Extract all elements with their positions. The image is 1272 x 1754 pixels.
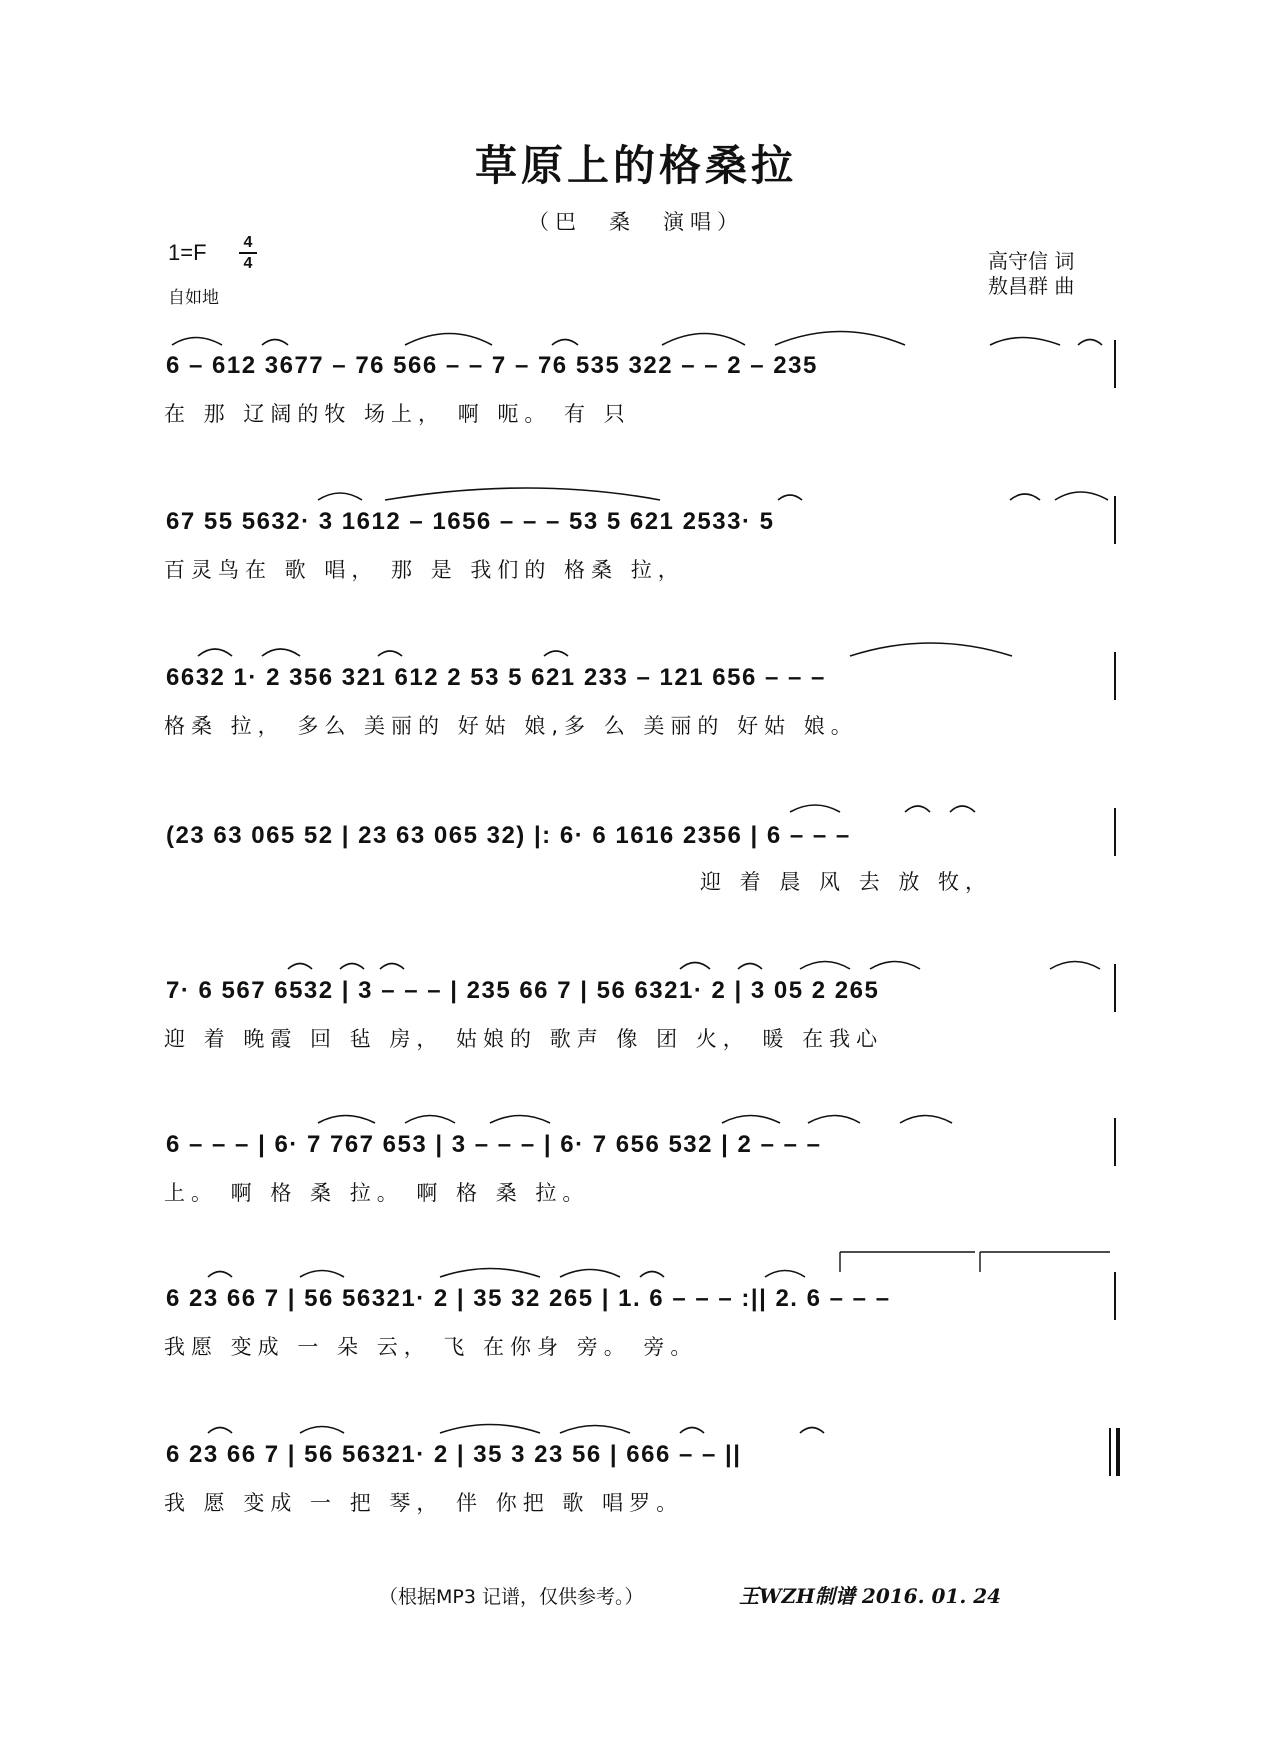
- notation-line-2: 67 55 5632· 3 1612 – 1656 – – – 53 5 621 2533· 5: [166, 508, 775, 535]
- transcriber-signature: 王WZH制谱 2016. 01. 24: [739, 1584, 1002, 1608]
- song-title: 草原上的格桑拉: [474, 141, 797, 190]
- tempo-marking: 自如地: [168, 288, 219, 308]
- notation-line-3: 6632 1· 2 356 321 612 2 53 5 621 233 – 121 656 – – –: [166, 664, 826, 691]
- transcription-note: （根据MP3 记谱，仅供参考。）: [379, 1586, 644, 1608]
- lyrics-line-5: 迎 着 晚霞 回 毡 房， 姑娘的 歌声 像 团 火， 暖 在我心: [164, 1027, 884, 1051]
- lyricist-credit: 高守信 词: [988, 249, 1075, 273]
- meter-top: 4: [243, 234, 253, 251]
- notation-line-8: 6 23 66 7 | 56 56321· 2 | 35 3 23 56 | 666 – – ||: [166, 1441, 742, 1468]
- lyrics-line-2: 百灵鸟在 歌 唱， 那 是 我们的 格桑 拉，: [164, 558, 685, 582]
- key-signature: 1=F: [168, 240, 207, 265]
- lyrics-line-4: 迎 着 晨 风 去 放 牧，: [700, 870, 993, 894]
- lyrics-line-3: 格桑 拉， 多么 美丽的 好姑 娘,多 么 美丽的 好姑 娘。: [164, 714, 858, 738]
- lyrics-line-1: 在 那 辽阔的牧 场上， 啊 呃。 有 只: [164, 402, 631, 426]
- composer-credit: 敖昌群 曲: [988, 274, 1075, 298]
- notation-line-4: (23 63 065 52 | 23 63 065 32) |: 6· 6 1616 2356 | 6 – – –: [166, 822, 851, 849]
- notation-line-6: 6 – – – | 6· 7 767 653 | 3 – – – | 6· 7 656 532 | 2 – – –: [166, 1131, 822, 1158]
- meter-bottom: 4: [243, 255, 253, 272]
- notation-line-5: 7· 6 567 6532 | 3 – – – | 235 66 7 | 56 6321· 2 | 3 05 2 265: [166, 977, 880, 1004]
- performer-subtitle: （巴 桑 演唱）: [528, 210, 744, 234]
- lyrics-line-6: 上。 啊 格 桑 拉。 啊 格 桑 拉。: [164, 1181, 590, 1205]
- notation-line-7: 6 23 66 7 | 56 56321· 2 | 35 32 265 | 1. 6 – – – :|| 2. 6 – – –: [166, 1285, 891, 1312]
- notation-line-1: 6 – 612 3677 – 76 566 – – 7 – 76 535 322 – – 2 – 235: [166, 352, 818, 379]
- lyrics-line-8: 我 愿 变成 一 把 琴， 伴 你把 歌 唱罗。: [164, 1491, 684, 1515]
- lyrics-line-7: 我愿 变成 一 朵 云， 飞 在你身 旁。 旁。: [164, 1335, 698, 1359]
